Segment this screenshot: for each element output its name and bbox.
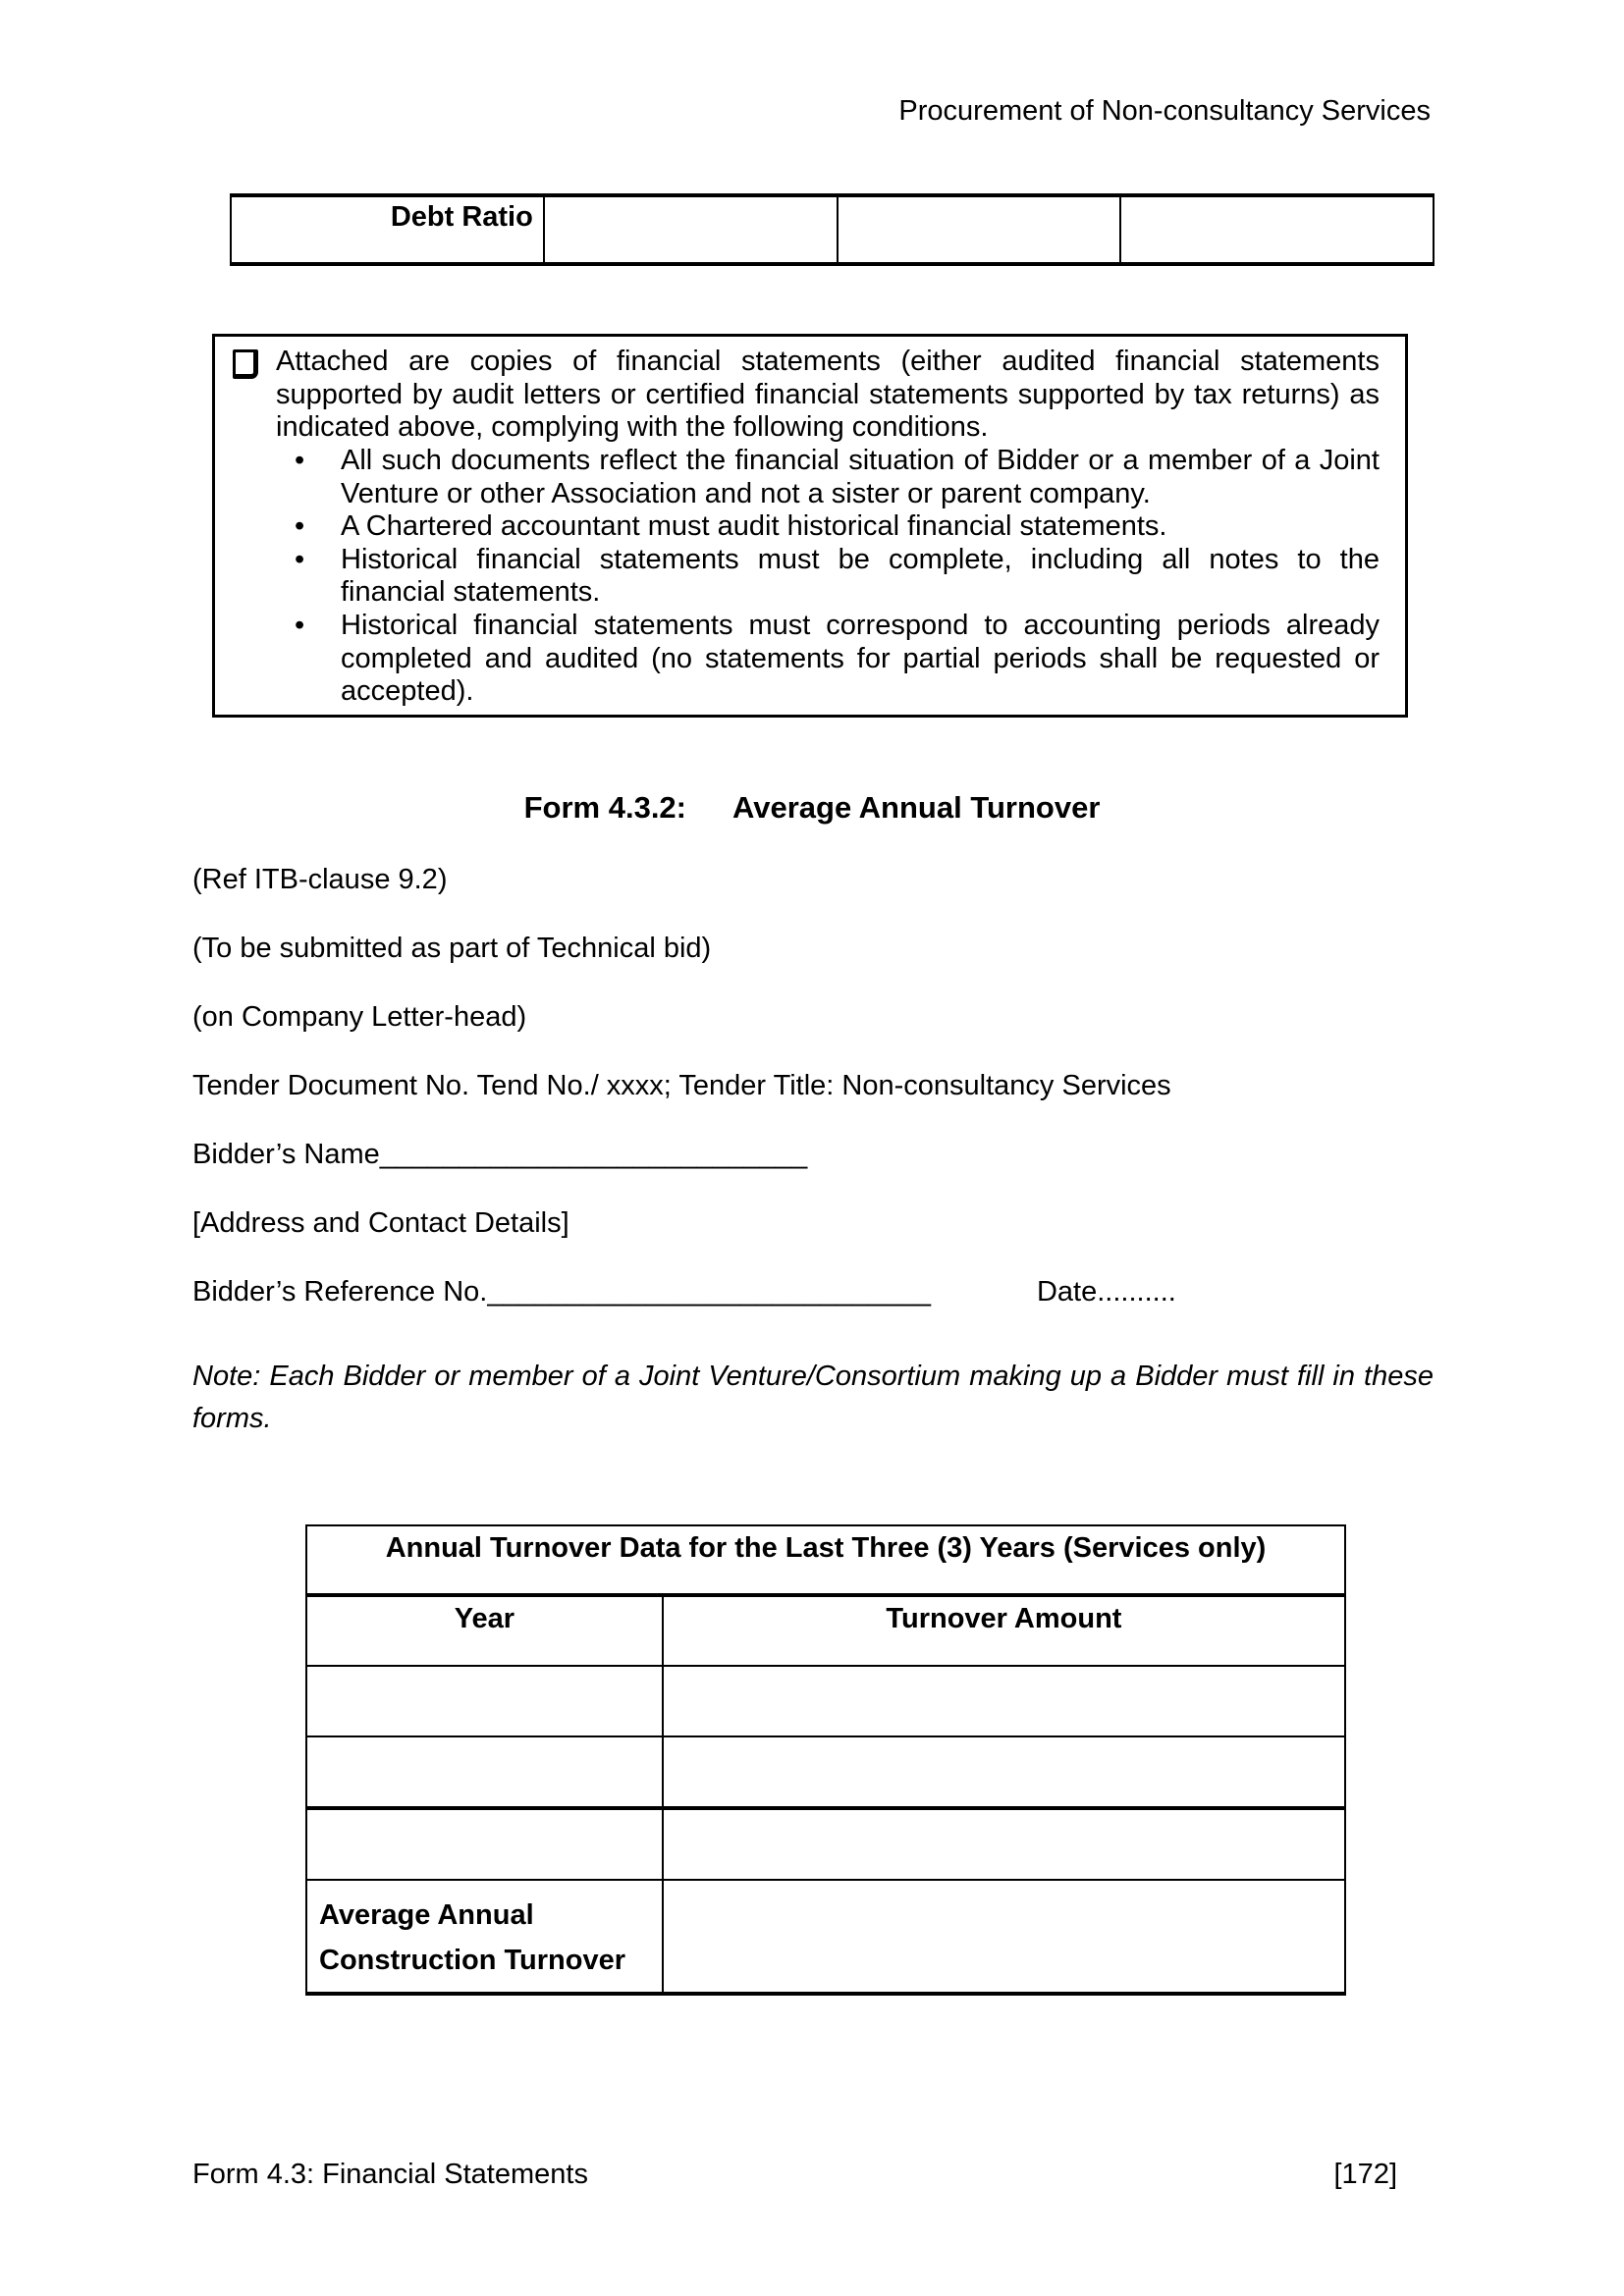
bullet-icon: • xyxy=(295,444,305,476)
table-row xyxy=(306,1666,1345,1736)
page-header-title: Procurement of Non-consultancy Services xyxy=(898,95,1431,127)
tender-line: Tender Document No. Tend No./ xxxx; Tender Title: Non-consultancy Services xyxy=(192,1069,1171,1101)
reference-line xyxy=(192,1277,1624,1307)
conditions-intro-row xyxy=(233,346,1380,445)
bullet-text: All such documents reflect the financial situation of Bidder or a member of a Joint Venture or other Association and not a sister or parent company. xyxy=(341,444,1380,509)
list-item xyxy=(295,610,1380,709)
note-text: Note: Each Bidder or member of a Joint Venture/Consortium making up a Bidder must fill in these forms. xyxy=(192,1360,1434,1435)
form-title: Average Annual Turnover xyxy=(732,789,1101,825)
ref-clause-line: (Ref ITB-clause 9.2) xyxy=(192,863,448,895)
debt-ratio-cell-1 xyxy=(544,195,838,264)
year-cell-empty xyxy=(306,1736,663,1808)
year-column-header: Year xyxy=(306,1595,663,1666)
form-number: Form 4.3.2: xyxy=(523,789,686,825)
list-item xyxy=(295,510,1380,544)
amount-cell-empty xyxy=(663,1666,1345,1736)
address-line: [Address and Contact Details] xyxy=(192,1206,569,1239)
debt-ratio-label: Debt Ratio xyxy=(231,195,544,264)
year-cell-empty xyxy=(306,1808,663,1880)
amount-cell-empty xyxy=(663,1808,1345,1880)
bullet-text: Historical financial statements must correspond to accounting periods already completed and audited (no statements for partial periods shall be requested or accepted). xyxy=(341,610,1380,708)
date-label: Date.......... xyxy=(1036,1275,1176,1308)
turnover-amount-column-header: Turnover Amount xyxy=(663,1595,1345,1666)
average-turnover-label: Average Annual Construction Turnover xyxy=(306,1880,663,1994)
turnover-table xyxy=(305,1524,1346,1996)
footer-form-label: Form 4.3: Financial Statements xyxy=(192,2159,588,2190)
bidder-name-line xyxy=(192,1140,1624,1169)
reference-blank-field: ____________________________ xyxy=(487,1275,931,1308)
letterhead-line: (on Company Letter-head) xyxy=(192,1000,527,1033)
amount-cell-empty xyxy=(663,1736,1345,1808)
table-row xyxy=(231,195,1434,264)
list-item xyxy=(295,543,1380,610)
bidder-name-label: Bidder’s Name xyxy=(192,1138,380,1170)
conditions-intro-text: Attached are copies of financial statements (either audited financial statements supported by audit letters or certified financial statements supported by tax returns) as indicated above, complying with the following conditions. xyxy=(276,346,1380,444)
year-cell-empty xyxy=(306,1666,663,1736)
bullet-text: Historical financial statements must be complete, including all notes to the financial statements. xyxy=(341,543,1380,609)
bidder-name-blank-field: ___________________________ xyxy=(379,1138,808,1170)
submission-line: (To be submitted as part of Technical bid) xyxy=(192,932,712,964)
list-item xyxy=(295,444,1380,510)
checkbox-icon xyxy=(233,349,258,379)
reference-label: Bidder’s Reference No. xyxy=(192,1275,488,1308)
table-row xyxy=(306,1808,1345,1880)
turnover-table-title: Annual Turnover Data for the Last Three (3) Years (Services only) xyxy=(306,1525,1345,1595)
page-number: [172] xyxy=(1333,2159,1397,2190)
bullet-icon: • xyxy=(295,610,305,641)
debt-ratio-table xyxy=(230,193,1435,266)
page-footer xyxy=(192,2160,1397,2189)
table-summary-row xyxy=(306,1880,1345,1994)
table-header-row xyxy=(306,1595,1345,1666)
debt-ratio-cell-2 xyxy=(838,195,1120,264)
bullet-icon: • xyxy=(295,510,305,543)
bullet-text: A Chartered accountant must audit historical financial statements. xyxy=(341,510,1167,543)
table-title-row xyxy=(306,1525,1345,1595)
table-row xyxy=(306,1736,1345,1808)
average-turnover-value-cell xyxy=(663,1880,1345,1994)
bullet-icon: • xyxy=(295,543,305,575)
form-heading xyxy=(0,789,1624,825)
conditions-bullet-list xyxy=(233,445,1380,709)
conditions-box xyxy=(212,334,1408,718)
debt-ratio-cell-3 xyxy=(1120,195,1434,264)
